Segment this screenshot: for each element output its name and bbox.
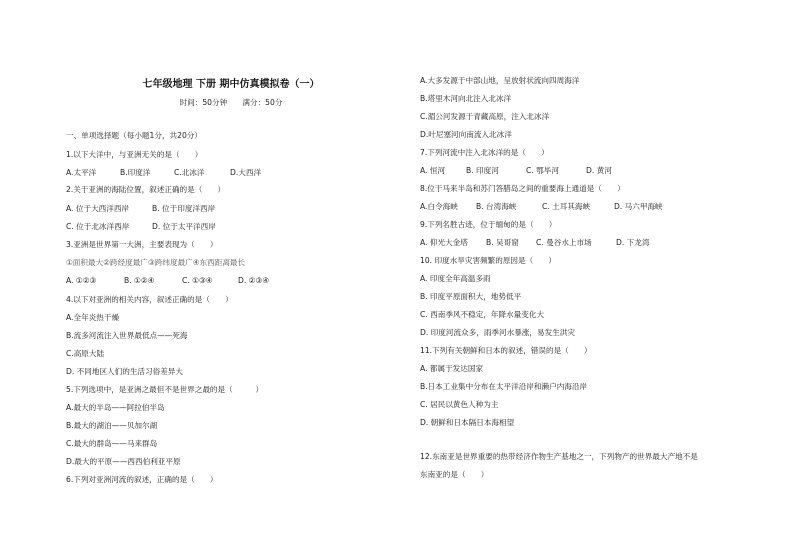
question-10: 10. 印度水旱灾害频繁的原因是（ ）: [420, 256, 556, 265]
exam-meta: 时间：50分钟 满分：50分: [179, 98, 283, 107]
question-11-option-d: D. 朝鲜和日本隔日本海相望: [420, 418, 515, 427]
question-5-option-b: B.最大的湖泊——贝加尔湖: [66, 421, 158, 430]
option-b: B.印度洋: [120, 168, 151, 177]
option-a: A. ①②③: [66, 276, 97, 285]
question-6: 6.下列对亚洲河流的叙述，正确的是（ ）: [66, 475, 218, 484]
question-5-option-c: C.最大的群岛——马来群岛: [66, 439, 158, 448]
option-b: B. ①②④: [124, 276, 155, 285]
question-11-option-c: C. 居民以黄色人种为主: [420, 400, 499, 409]
question-8: 8.位于马来半岛和苏门答腊岛之间的重要海上通道是（ ）: [420, 184, 625, 193]
option-c: C.北冰洋: [174, 168, 205, 177]
question-3-statements: ①面积最大②跨经度最广③跨纬度最广④东西距离最长: [66, 258, 246, 267]
option-c: C. 位于北冰洋西岸: [66, 222, 130, 231]
option-d: D. 黄河: [586, 166, 612, 175]
question-6-option-b: B.塔里木河向北注入北冰洋: [420, 94, 512, 103]
question-11: 11.下列有关朝鲜和日本的叙述，错误的是（ ）: [420, 346, 592, 355]
option-d: D. 马六甲海峡: [614, 202, 663, 211]
option-d: D. 下龙湾: [616, 238, 650, 247]
question-11-option-b: B.日本工业集中分布在太平洋沿岸和濑户内海沿岸: [420, 382, 588, 391]
question-4-option-c: C.高原大陆: [66, 349, 105, 358]
option-a: A. 恒河: [420, 166, 446, 175]
question-5: 5.下列选项中，是亚洲之最但不是世界之最的是（ ）: [66, 385, 264, 394]
question-10-option-a: A. 印度全年高温多雨: [420, 274, 491, 283]
option-b: B. 台湾海峡: [476, 202, 517, 211]
question-10-option-d: D. 印度河流众多，雨季河水暴涨，易发生洪灾: [420, 328, 575, 337]
question-4: 4.以下对亚洲的相关内容，叙述正确的是（ ）: [66, 295, 233, 304]
question-6-option-c: C.湄公河发源于青藏高原，注入北冰洋: [420, 112, 550, 121]
question-4-option-b: B.流多河流注入世界最低点——死海: [66, 331, 188, 340]
option-b: B. 印度河: [466, 166, 499, 175]
question-6-option-d: D.叶尼塞河向南流入北冰洋: [420, 130, 512, 139]
question-12-continued: 东南亚的是（ ）: [420, 470, 489, 479]
section-heading: 一、单项选择题（每小题1分，共20分）: [66, 131, 202, 140]
question-3: 3.亚洲是世界第一大洲，主要表现为（ ）: [66, 240, 218, 249]
option-c: C. 鄂毕河: [526, 166, 559, 175]
option-c: C. 曼谷水上市场: [536, 238, 592, 247]
option-b: B. 位于印度洋西岸: [152, 204, 216, 213]
exam-title: 七年级地理 下册 期中仿真模拟卷（一）: [142, 79, 320, 90]
question-4-option-a: A.全年炎热干燥: [66, 313, 120, 322]
option-d: D.大西洋: [230, 168, 262, 177]
question-2: 2.关于亚洲的海陆位置，叙述正确的是（ ）: [66, 185, 226, 194]
question-7: 7.下列河流中注入北冰洋的是（ ）: [420, 148, 549, 157]
question-1: 1.以下大洋中，与亚洲无关的是（ ）: [66, 150, 203, 159]
question-5-option-d: D.最大的平原——西西伯利亚平原: [66, 457, 181, 466]
question-4-option-d: D. 不同地区人们的生活习俗差异大: [66, 367, 183, 376]
option-b: B. 吴哥窟: [486, 238, 519, 247]
option-d: D. ②③④: [238, 276, 270, 285]
option-a: A. 位于大西洋西岸: [66, 204, 130, 213]
question-5-option-a: A.最大的半岛——阿拉伯半岛: [66, 403, 165, 412]
option-d: D. 位于太平洋西岸: [152, 222, 216, 231]
question-12: 12.东南亚是世界重要的热带经济作物生产基地之一，下列物产的世界最大产地不是: [420, 452, 698, 461]
option-c: C. 土耳其海峡: [542, 202, 591, 211]
question-10-option-c: C. 西南季风不稳定，年降水量变化大: [420, 310, 545, 319]
question-11-option-a: A. 都属于发达国家: [420, 364, 484, 373]
question-10-option-b: B. 印度平原面积大，地势低平: [420, 292, 522, 301]
option-a: A.白令海峡: [420, 202, 458, 211]
question-6-option-a: A.大多发源于中部山地，呈放射状流向四周海洋: [420, 76, 580, 85]
option-a: A.太平洋: [66, 168, 97, 177]
option-c: C. ①③④: [182, 276, 213, 285]
option-a: A. 仰光大金塔: [420, 238, 468, 247]
question-9: 9.下列名胜古迹，位于缅甸的是（ ）: [420, 220, 557, 229]
